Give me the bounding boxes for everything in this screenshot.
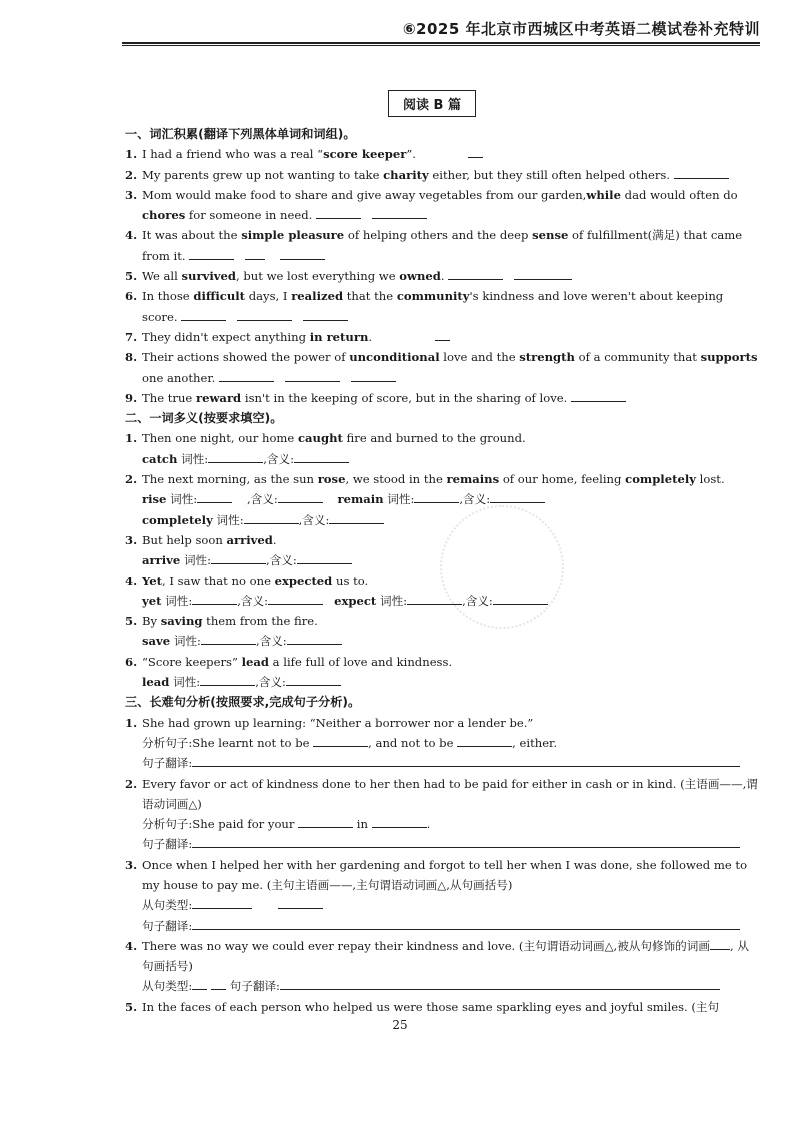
pos-blank[interactable]	[200, 673, 255, 686]
part2-item-1: 1. Then one night, our home caught fire and burned to the ground.	[125, 431, 526, 446]
meaning-blank[interactable]	[490, 490, 545, 503]
part2-item-5: 5. By saving them from the fire.	[125, 614, 318, 629]
translation-line[interactable]	[192, 754, 740, 767]
part2-item-3-fill: arrive 词性: ,含义:	[125, 550, 760, 570]
pos-blank[interactable]	[192, 592, 237, 605]
part1-item-9: 9. The true reward isn't in the keeping of score, but in the sharing of love.	[125, 388, 760, 408]
translation-line[interactable]	[192, 917, 740, 930]
answer-blank[interactable]	[710, 937, 730, 950]
part3-item-4-clause: 从句类型: 句子翻译:	[125, 976, 760, 996]
answer-blank[interactable]	[303, 308, 348, 321]
part1-item-4: 4. It was about the simple pleasure of helping others and the deep sense of fulfillment(满足) that came from it.	[125, 228, 743, 263]
part3-item-2-analysis: 分析句子:She paid for your in .	[142, 817, 431, 832]
meaning-blank[interactable]	[278, 490, 323, 503]
part2-item-6-fill: lead 词性: ,含义:	[125, 672, 760, 692]
meaning-blank[interactable]	[287, 632, 342, 645]
pos-blank[interactable]	[208, 450, 263, 463]
answer-blank[interactable]	[372, 206, 427, 219]
translation-line[interactable]	[192, 835, 740, 848]
part3-item-4: 4. There was no way we could ever repay their kindness and love. (主句谓语动词画△,被从句修饰的词画 , 从句画括号)	[125, 938, 749, 974]
part2-item-1-fill: catch 词性: ,含义:	[125, 449, 760, 469]
answer-blank[interactable]	[448, 267, 503, 280]
answer-blank[interactable]	[298, 815, 353, 828]
pos-blank[interactable]	[211, 551, 266, 564]
document-header-title: ⑥2025 年北京市西城区中考英语二模试卷补充特训	[402, 20, 760, 38]
part2-item-4-fill: yet 词性: ,含义: expect 词性: ,含义:	[125, 591, 760, 611]
answer-blank[interactable]	[211, 977, 226, 990]
header-rule-thin	[122, 45, 760, 46]
part2-item-3: 3. But help soon arrived.	[125, 532, 277, 547]
answer-blank[interactable]	[313, 734, 368, 747]
part1-heading: 一、词汇积累(翻译下列黑体单词和词组)。	[125, 127, 356, 141]
answer-blank[interactable]	[237, 308, 292, 321]
worksheet-content	[125, 124, 760, 1017]
answer-blank[interactable]	[457, 734, 512, 747]
part1-item-2: 2. My parents grew up not wanting to take charity either, but they still often helped others.	[125, 165, 760, 185]
meaning-blank[interactable]	[493, 592, 548, 605]
answer-blank[interactable]	[372, 815, 427, 828]
part2-heading: 二、一词多义(按要求填空)。	[125, 411, 283, 426]
pos-blank[interactable]	[414, 490, 459, 503]
answer-blank[interactable]	[571, 389, 626, 402]
answer-blank[interactable]	[351, 369, 396, 382]
answer-blank[interactable]	[245, 247, 265, 260]
pos-blank[interactable]	[197, 490, 232, 503]
answer-blank[interactable]	[514, 267, 572, 280]
answer-blank[interactable]	[278, 896, 323, 909]
part2-item-2: 2. The next morning, as the sun rose, we stood in the remains of our home, feeling completely lost.	[125, 472, 725, 487]
answer-blank[interactable]	[468, 145, 483, 158]
pos-blank[interactable]	[244, 511, 299, 524]
pos-blank[interactable]	[407, 592, 462, 605]
part3-item-3: 3. Once when I helped her with her gardening and forgot to tell her when I was done, she followed me to my house to pay me. (主句主语画——,主句谓语动词画△,从句画括号)	[125, 857, 748, 892]
part3-item-1-translation: 句子翻译:	[125, 753, 760, 773]
pos-blank[interactable]	[201, 632, 256, 645]
part1-item-7: 7. They didn't expect anything in return.	[125, 327, 760, 347]
answer-blank[interactable]	[192, 896, 252, 909]
answer-blank[interactable]	[285, 369, 340, 382]
answer-blank[interactable]	[435, 328, 450, 341]
part3-item-3-translation: 句子翻译:	[125, 916, 760, 936]
part3-item-2: 2. Every favor or act of kindness done to her then had to be paid for either in cash or in kind. (主语画——,谓语动词画△)	[125, 776, 758, 811]
page-number: 25	[392, 1018, 408, 1032]
part1-item-6: 6. In those difficult days, I realized that the community's kindness and love weren't about keeping score.	[125, 289, 724, 324]
part1-item-1: 1. I had a friend who was a real “score keeper”.	[125, 144, 760, 164]
answer-blank[interactable]	[316, 206, 361, 219]
answer-blank[interactable]	[181, 308, 226, 321]
header-rule	[122, 42, 760, 44]
part3-item-2-translation: 句子翻译:	[125, 834, 760, 854]
answer-blank[interactable]	[189, 247, 234, 260]
part2-item-5-fill: save 词性: ,含义:	[125, 631, 760, 651]
part3-item-1: 1. She had grown up learning: “Neither a borrower nor a lender be.”	[125, 715, 534, 730]
answer-blank[interactable]	[219, 369, 274, 382]
answer-blank[interactable]	[280, 247, 325, 260]
section-label: 阅读 B 篇	[388, 90, 476, 117]
part3-item-1-analysis: 分析句子:She learnt not to be , and not to be , either.	[142, 735, 558, 750]
meaning-blank[interactable]	[268, 592, 323, 605]
part3-item-5: 5. In the faces of each person who helped us were those same sparkling eyes and joyful smiles. (主句	[125, 999, 720, 1014]
part2-item-2-fill-a: rise 词性: ,含义: remain 词性: ,含义:	[125, 489, 760, 509]
part1-item-8: 8. Their actions showed the power of unconditional love and the strength of a community that supports one another.	[125, 350, 758, 385]
answer-blank[interactable]	[192, 977, 207, 990]
part3-item-3-clause: 从句类型:	[125, 895, 760, 915]
part2-item-2-fill-b: completely 词性: ,含义:	[125, 510, 760, 530]
meaning-blank[interactable]	[329, 511, 384, 524]
meaning-blank[interactable]	[286, 673, 341, 686]
meaning-blank[interactable]	[294, 450, 349, 463]
part2-item-4: 4. Yet, I saw that no one expected us to.	[125, 573, 369, 588]
answer-blank[interactable]	[674, 166, 729, 179]
part1-item-3: 3. Mom would make food to share and give away vegetables from our garden,while dad would often do chores for someone in need.	[125, 187, 738, 223]
part3-heading: 三、长难句分析(按照要求,完成句子分析)。	[125, 695, 361, 710]
meaning-blank[interactable]	[297, 551, 352, 564]
part1-item-5: 5. We all survived, but we lost everything we owned.	[125, 266, 760, 286]
translation-line[interactable]	[280, 977, 720, 990]
part2-item-6: 6. “Score keepers” lead a life full of love and kindness.	[125, 654, 453, 669]
